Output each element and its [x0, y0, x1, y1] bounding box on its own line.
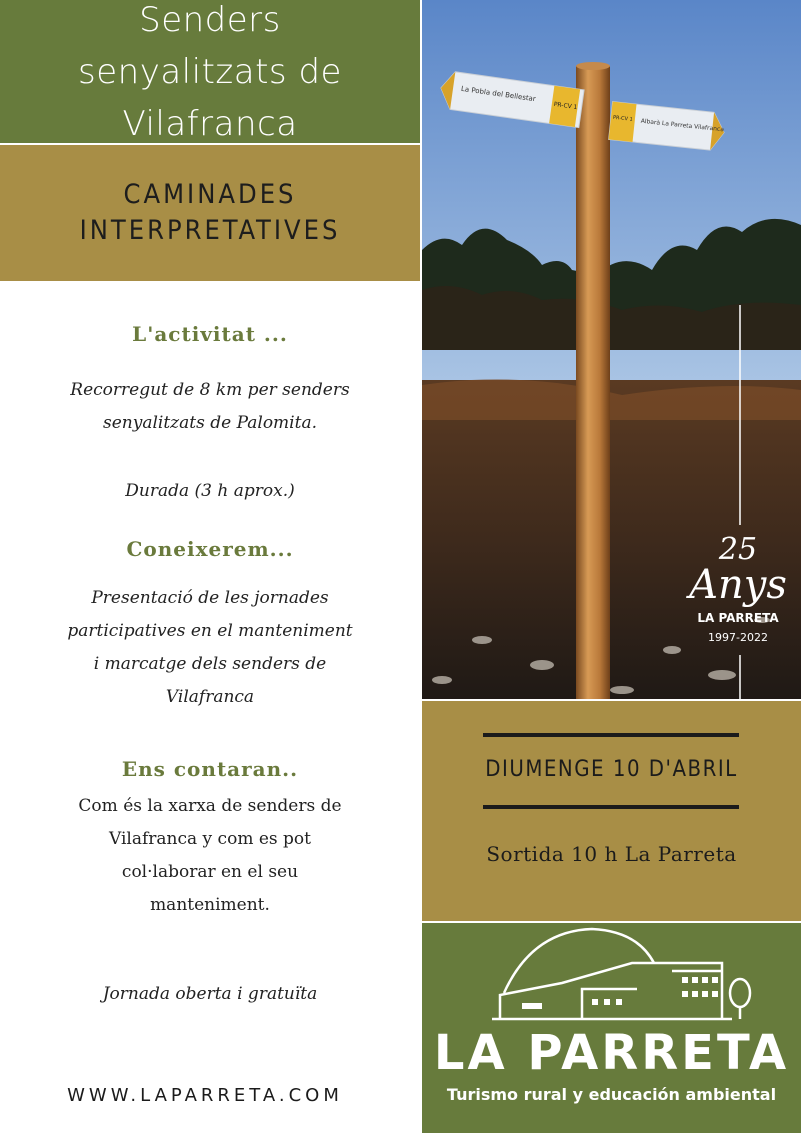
activity-description: [0, 374, 420, 440]
learn-line: participatives en el manteniment: [67, 621, 353, 641]
left-sign-route: PR-CV 1: [553, 100, 578, 112]
divider-top: [483, 733, 739, 737]
brand-name: LA PARRETA: [433, 1025, 790, 1081]
right-sign-text: Albarà La Parreta Vilafranca: [640, 117, 725, 134]
left-sign-text: La Pobla del Bellestar: [460, 84, 537, 104]
divider-bottom: [483, 805, 739, 809]
tell-description: [0, 790, 420, 922]
learn-line: Vilafranca: [165, 687, 255, 707]
learn-heading: Coneixerem...: [126, 537, 294, 561]
tell-line: Vilafranca y com es pot: [109, 829, 311, 849]
learn-description: [0, 582, 420, 714]
tell-line: col·laborar en el seu: [121, 862, 299, 882]
page-subtitle: CAMINADES INTERPRETATIVES: [79, 179, 341, 246]
anniversary-years: 1997-2022: [708, 631, 768, 644]
event-departure: Sortida 10 h La Parreta: [486, 842, 737, 866]
footer-note: Jornada oberta i gratuïta: [102, 984, 318, 1004]
activity-heading: L'activitat ...: [132, 322, 288, 346]
subtitle-banner: [0, 145, 420, 281]
learn-line: Presentació de les jornades: [91, 588, 329, 608]
website-link[interactable]: WWW.LAPARRETA.COM: [67, 1085, 343, 1106]
activity-line: senyalitzats de Palomita.: [103, 413, 317, 433]
anniversary-badge: [688, 532, 788, 644]
tell-line: Com és la xarxa de senders de: [78, 796, 342, 816]
title-banner: [0, 0, 420, 143]
tell-heading: Ens contaran..: [121, 757, 299, 781]
anniversary-brand: LA PARRETA: [697, 611, 779, 625]
anniversary-word: Anys: [689, 562, 787, 608]
tell-line: manteniment.: [150, 895, 270, 915]
learn-line: i marcatge dels senders de: [93, 654, 327, 674]
activity-line: Recorregut de 8 km per senders: [70, 380, 350, 400]
page-title: Senders senyalitzats de Vilafranca: [78, 0, 342, 144]
event-date: DIUMENGE 10 D'ABRIL: [485, 757, 738, 782]
anniversary-number: 25: [718, 532, 758, 567]
building-logo-icon: [422, 923, 801, 1033]
activity-duration: Durada (3 h aprox.): [125, 481, 295, 501]
right-sign-route: PR-CV 1: [612, 114, 633, 123]
brand-tagline: Turismo rural y educación ambiental: [446, 1085, 777, 1104]
